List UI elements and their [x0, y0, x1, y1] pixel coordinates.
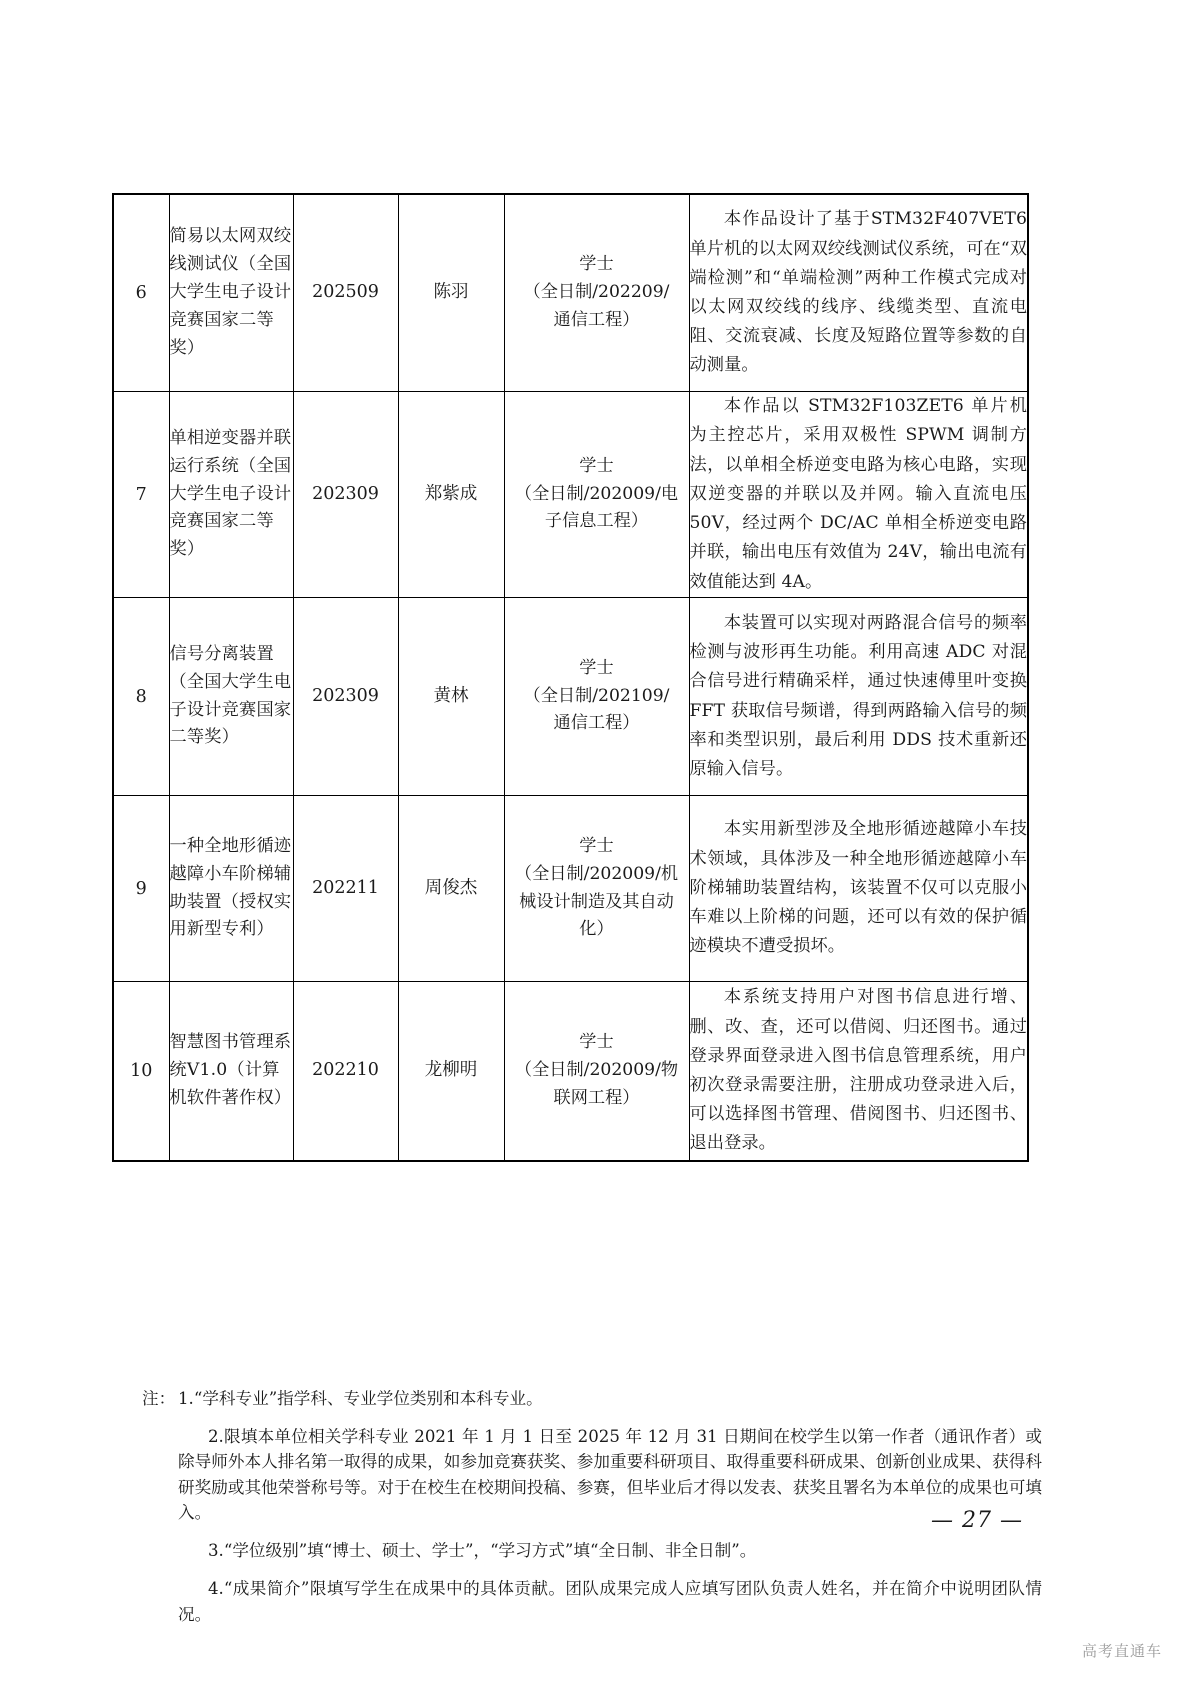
degree-line: 学士 [579, 835, 614, 856]
achievement-title: 智慧图书管理系统V1.0（计算机软件著作权） [169, 982, 293, 1162]
student-name: 周俊杰 [398, 796, 504, 982]
degree-line: （全日制/202009/机 [514, 863, 679, 884]
student-name: 陈羽 [398, 194, 504, 392]
note-item-4: 4.“成果简介”限填写学生在成果中的具体贡献。团队成果完成人应填写团队负责人姓名，并在简介中说明团队情况。 [178, 1579, 1042, 1624]
achievement-description: 本装置可以实现对两路混合信号的频率检测与波形再生功能。利用高速 ADC 对混合信号进行精确采样，通过快速傅里叶变换 FFT 获取信号频谱，得到两路输入信号的频率和类型识别，最后利用 DDS 技术重新还原输入信号。 [689, 598, 1028, 796]
table-row [113, 796, 1028, 982]
student-name: 郑紫成 [398, 392, 504, 598]
degree-line: 学士 [579, 657, 614, 678]
degree-line: （全日制/202109/ [523, 685, 670, 706]
achievement-number: 202509 [293, 194, 398, 392]
achievement-title: 信号分离装置（全国大学生电子设计竞赛国家二等奖） [169, 598, 293, 796]
degree-major [504, 796, 689, 982]
row-index: 7 [113, 392, 169, 598]
notes-label: 注： [142, 1389, 176, 1408]
degree-line: 学士 [579, 1032, 614, 1053]
degree-line: 学士 [579, 455, 614, 476]
degree-line: 械设计制造及其自动 [519, 891, 674, 912]
note-item-1-row [112, 1386, 1042, 1411]
degree-major [504, 392, 689, 598]
achievement-description: 本实用新型涉及全地形循迹越障小车技术领域，具体涉及一种全地形循迹越障小车阶梯辅助装置结构，该装置不仅可以克服小车难以上阶梯的问题，还可以有效的保护循迹模块不遭受损坏。 [689, 796, 1028, 982]
watermark: 高考直通车 [1081, 1642, 1162, 1660]
achievement-number: 202210 [293, 982, 398, 1162]
page-number: — 27 — [931, 1508, 1023, 1533]
student-name: 龙柳明 [398, 982, 504, 1162]
degree-line: （全日制/202009/物 [514, 1060, 679, 1081]
note-item-2: 2.限填本单位相关学科专业 2021 年 1 月 1 日至 2025 年 12 月 31 日期间在校学生以第一作者（通讯作者）或除导师外本人排名第一取得的成果，如参加竞赛获奖、参加重要科研项目、取得重要科研成果、创新创业成果、获得科研奖励或其他荣誉称号等。对于在校生在校期间投稿、参赛，但毕业后才得以发表、获奖且署名为本单位的成果也可填入。 [178, 1427, 1042, 1522]
degree-line: 学士 [579, 254, 614, 275]
student-name: 黄林 [398, 598, 504, 796]
table-row [113, 194, 1028, 392]
achievement-description: 本系统支持用户对图书信息进行增、删、改、查，还可以借阅、归还图书。通过登录界面登录进入图书信息管理系统，用户初次登录需要注册，注册成功登录进入后，可以选择图书管理、借阅图书、归还图书、退出登录。 [689, 982, 1028, 1162]
degree-line: 通信工程） [553, 309, 640, 330]
degree-major [504, 598, 689, 796]
degree-major [504, 982, 689, 1162]
degree-line: 子信息工程） [544, 511, 649, 532]
achievement-description: 本作品以 STM32F103ZET6 单片机为主控芯片，采用双极性 SPWM 调制方法，以单相全桥逆变电路为核心电路，实现双逆变器的并联以及并网。输入直流电压 50V，经过两个 DC/AC 单相全桥逆变电路并联，输出电压有效值为 24V，输出电流有效值能达到 4A。 [689, 392, 1028, 598]
achievement-number: 202309 [293, 598, 398, 796]
achievement-number: 202309 [293, 392, 398, 598]
achievement-title: 简易以太网双绞线测试仪（全国大学生电子设计竞赛国家二等奖） [169, 194, 293, 392]
note-item-1: 1.“学科专业”指学科、专业学位类别和本科专业。 [178, 1389, 543, 1408]
degree-line: 通信工程） [553, 713, 640, 734]
achievements-table-wrapper [112, 193, 1027, 1162]
row-index: 6 [113, 194, 169, 392]
achievement-description: 本作品设计了基于STM32F407VET6单片机的以太网双绞线测试仪系统，可在“双端检测”和“单端检测”两种工作模式完成对以太网双绞线的线序、线缆类型、直流电阻、交流衰减、长度及短路位置等参数的自动测量。 [689, 194, 1028, 392]
table-row [113, 982, 1028, 1162]
table-row [113, 598, 1028, 796]
note-item-3: 3.“学位级别”填“博士、硕士、学士”，“学习方式”填“全日制、非全日制”。 [208, 1541, 757, 1561]
achievement-title: 一种全地形循迹越障小车阶梯辅助装置（授权实用新型专利） [169, 796, 293, 982]
table-row [113, 392, 1028, 598]
row-index: 9 [113, 796, 169, 982]
degree-line: 联网工程） [553, 1087, 640, 1108]
achievement-number: 202211 [293, 796, 398, 982]
achievements-table [112, 193, 1029, 1162]
row-index: 10 [113, 982, 169, 1162]
degree-major [504, 194, 689, 392]
achievement-title: 单相逆变器并联运行系统（全国大学生电子设计竞赛国家二等奖） [169, 392, 293, 598]
degree-line: 化） [579, 919, 614, 940]
degree-line: （全日制/202209/ [523, 282, 670, 303]
row-index: 8 [113, 598, 169, 796]
degree-line: （全日制/202009/电 [514, 483, 679, 504]
